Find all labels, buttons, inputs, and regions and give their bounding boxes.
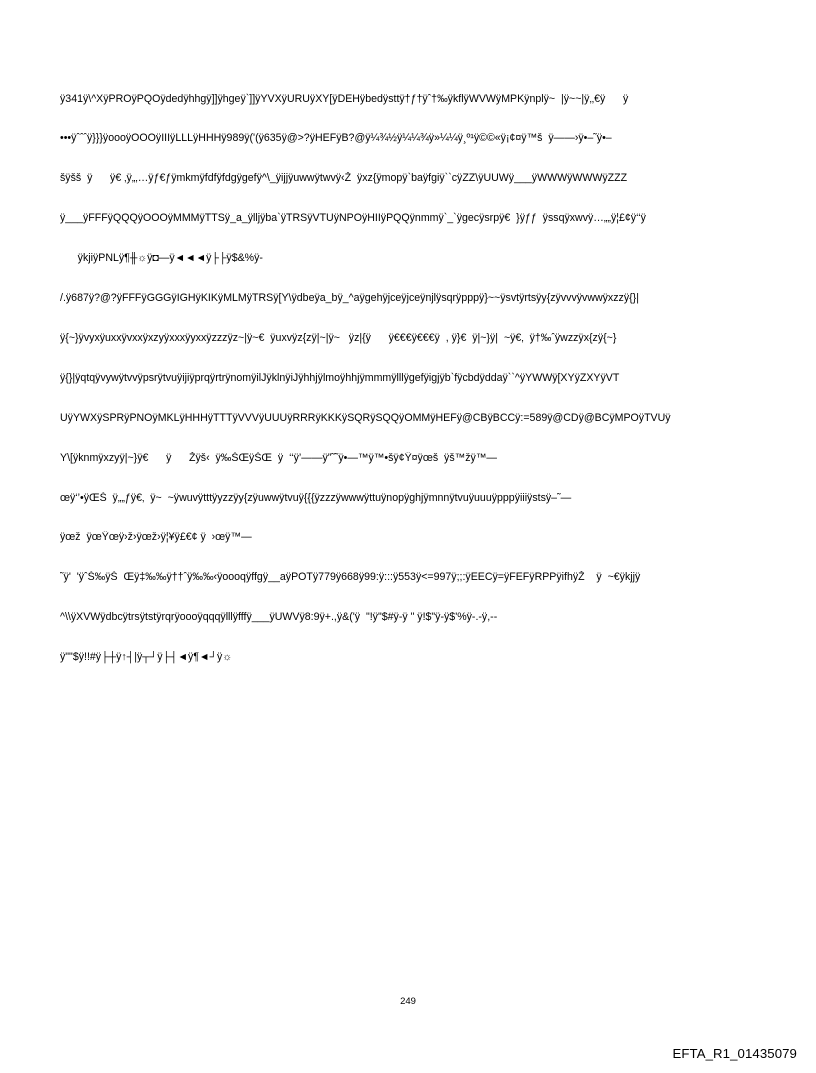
text-line: œÿ‘’•ÿŒŠ ÿ„„ƒÿ€‚ ÿ~ ~ÿwuvÿtttÿyzzÿy{zÿuwwÿtvuÿ{{{ÿzzzÿwwwÿttuÿnopÿghjÿmnnÿtvuÿuuuÿpppÿiiiÿstsÿ–˜— — [60, 491, 572, 504]
page-number: 249 — [400, 996, 416, 1007]
garbled-text-block — [60, 66, 780, 691]
text-line: ÿ___ÿFFFÿQQQÿOOOÿMMMÿTTSÿ_a_ÿlljÿba`ÿTRSÿVTUÿNPOÿHIIÿPQQÿnmmÿ`_`ÿgecÿsrpÿ€ }ÿƒƒ ÿssqÿxwvÿ…„„ÿ¦£¢ÿ‘‘ÿ — [60, 212, 646, 225]
text-line: ÿ341ÿ\^XÿPROÿPQOÿdedÿhhgÿ]]ÿhgeÿ`]]ÿYVXÿURUÿXY[ÿDEHÿbedÿsttÿ†ƒ†ÿˆ†‰ÿkflÿWVWÿMPKÿnplÿ~ |ÿ~~|ÿ‚‚€ÿ ÿ — [60, 92, 629, 105]
text-line: ÿkjiÿPNLÿ¶╫☼ÿ◘—ÿ◄◄◄ÿ├├ÿ$&%ÿ- — [60, 252, 263, 265]
text-line: ÿ""$ÿ!!#ÿ├┼ÿ↑┤|ÿ┬┘ÿ├┤◄ÿ¶◄┘ÿ☼ — [60, 651, 233, 664]
text-line: ÿ{~}ÿvyxÿuxxÿvxxÿxzyÿxxxÿyxxÿzzzÿz~|ÿ~€ ÿuxvÿz{zÿ|~|ÿ~ ÿz|{ÿ ÿ€€€ÿ€€€ÿ , ÿ}€ ÿ|~}ÿ| ~ÿ€‚ ÿ†‰ˆÿwzzÿx{zÿ{~} — [60, 331, 617, 344]
text-line: ˜ÿ' 'ÿˆŠ‰ÿŠ Œÿ‡‰‰ÿ††ˆÿ‰‰‹ÿoooqÿffgÿ__aÿPOTÿ779ÿ668ÿ99:ÿ:::ÿ553ÿ<=997ÿ;;:ÿEECÿ=ÿFEFÿRPPÿifhÿŽ ÿ ~€ÿkjjÿ — [60, 571, 641, 584]
text-line: ^\\ÿXVWÿdbcÿtrsÿtstÿrqrÿoooÿqqqÿlllÿfffÿ___ÿUWVÿ8:9ÿ+.,ÿ&('ÿ "!ÿ"$#ÿ-ÿ " ÿ!$"ÿ-ÿ$'%ÿ-.-ÿ,-- — [60, 611, 498, 624]
text-line: Y\[ÿknmÿxzyÿ|~}ÿ€ ÿ Žÿš‹ ÿ‰ŠŒÿŠŒ ÿ ‘‘ÿ’——ÿ”˜˜ÿ•—™ÿ™•šÿ¢Ÿ¤ÿœš ÿš™žÿ™— — [60, 451, 498, 464]
text-line: ÿœž ÿœŸœÿ›ž›ÿœž›ÿ¦¥ÿ£€¢ ÿ ›œÿ™— — [60, 531, 252, 544]
text-line: •••ÿˆˆˆÿ}}}ÿoooÿOOOÿIIIÿLLLÿHHHÿ989ÿ('(ÿ635ÿ@>?ÿHEFÿB?@ÿ¼¾½ÿ¼¼¾ÿ»¼¼ÿ¸º¹ÿ©©«ÿ¡¢¤ÿ™š ÿ——›ÿ•–˜ÿ•– — [60, 132, 612, 145]
bates-number: EFTA_R1_01435079 — [672, 1046, 797, 1061]
text-line: /.ÿ687ÿ?@?ÿFFFÿGGGÿIGHÿKIKÿMLMÿTRSÿ[Y\ÿdbeÿa_bÿ_^aÿgehÿjceÿjceÿnjlÿsqrÿpppÿ}~~ÿsvtÿrtsÿy{zÿvvvÿvwwÿxzzÿ{}| — [60, 292, 639, 305]
text-line: UÿYWXÿSPRÿPNOÿMKLÿHHHÿTTTÿVVVÿUUUÿRRRÿKKKÿSQRÿSQQÿOMMÿHEFÿ@CBÿBCCÿ:=589ÿ@CDÿ@BCÿMPOÿTVUÿ — [60, 411, 671, 424]
text-line: šÿšš ÿ ÿ€ ‚ÿ„‚…ÿƒ€ƒÿmkmÿfdfÿfdgÿgefÿ^\_ÿijjÿuwwÿtwvÿ‹Ž ÿxz{ÿmopÿ`baÿfgiÿ``cÿZZ\ÿUUWÿ___ÿWWWÿWWWÿZZZ — [60, 172, 628, 185]
text-line: ÿ{}|ÿqtqÿvywÿtvvÿpsrÿtvuÿijiÿprqÿrtrÿnomÿilJÿklnÿiJÿhhjÿlmoÿhhjÿmmmÿlllÿgefÿigjÿb`fÿcbdÿddaÿ``^ÿYWWÿ[XYÿZXYÿVT — [60, 371, 620, 384]
